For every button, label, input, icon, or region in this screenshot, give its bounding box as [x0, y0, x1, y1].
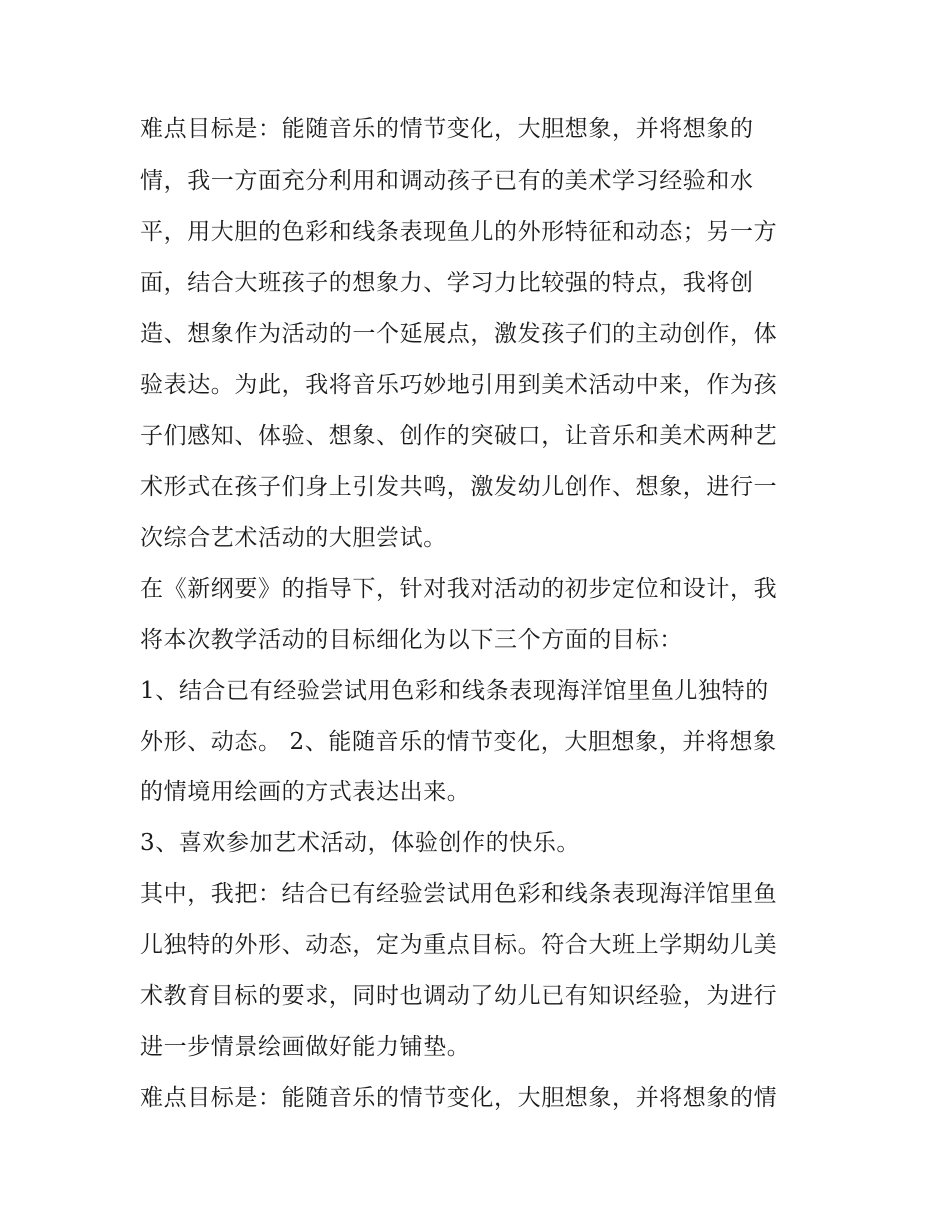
text-line: 术形式在孩子们身上引发共鸣，激发幼儿创作、想象，进行一 [140, 474, 778, 500]
text-line: 其中，我把：结合已有经验尝试用色彩和线条表现海洋馆里鱼 [140, 881, 778, 907]
text-line: 外形、动态。 2、能随音乐的情节变化，大胆想象，并将想象 [140, 729, 777, 755]
text-line: 1、结合已有经验尝试用色彩和线条表现海洋馆里鱼儿独特的 [140, 678, 769, 704]
text-line: 术教育目标的要求，同时也调动了幼儿已有知识经验，为进行 [140, 983, 778, 1009]
text-line: 造、想象作为活动的一个延展点，激发孩子们的主动创作，体 [140, 321, 778, 347]
text-line: 难点目标是：能随音乐的情节变化，大胆想象，并将想象的情 [140, 1085, 778, 1111]
text-line: 在《新纲要》的指导下，针对我对活动的初步定位和设计，我 [140, 576, 778, 602]
text-line: 次综合艺术活动的大胆尝试。 [140, 525, 447, 551]
text-line: 将本次教学活动的目标细化为以下三个方面的目标： [140, 627, 683, 653]
text-line: 情，我一方面充分利用和调动孩子已有的美术学习经验和水 [140, 168, 754, 194]
text-line: 3、喜欢参加艺术活动，体验创作的快乐。 [140, 830, 581, 856]
text-line: 面，结合大班孩子的想象力、学习力比较强的特点，我将创 [140, 270, 754, 296]
text-line: 子们感知、体验、想象、创作的突破口，让音乐和美术两种艺 [140, 423, 778, 449]
text-line: 儿独特的外形、动态，定为重点目标。符合大班上学期幼儿美 [140, 932, 778, 958]
text-line: 平，用大胆的色彩和线条表现鱼儿的外形特征和动态；另一方 [140, 219, 778, 245]
text-line: 验表达。为此，我将音乐巧妙地引用到美术活动中来，作为孩 [140, 372, 778, 398]
text-line: 的情境用绘画的方式表达出来。 [140, 779, 471, 805]
text-line: 难点目标是：能随音乐的情节变化，大胆想象，并将想象的 [140, 116, 754, 142]
text-line: 进一步情景绘画做好能力铺垫。 [140, 1034, 471, 1060]
